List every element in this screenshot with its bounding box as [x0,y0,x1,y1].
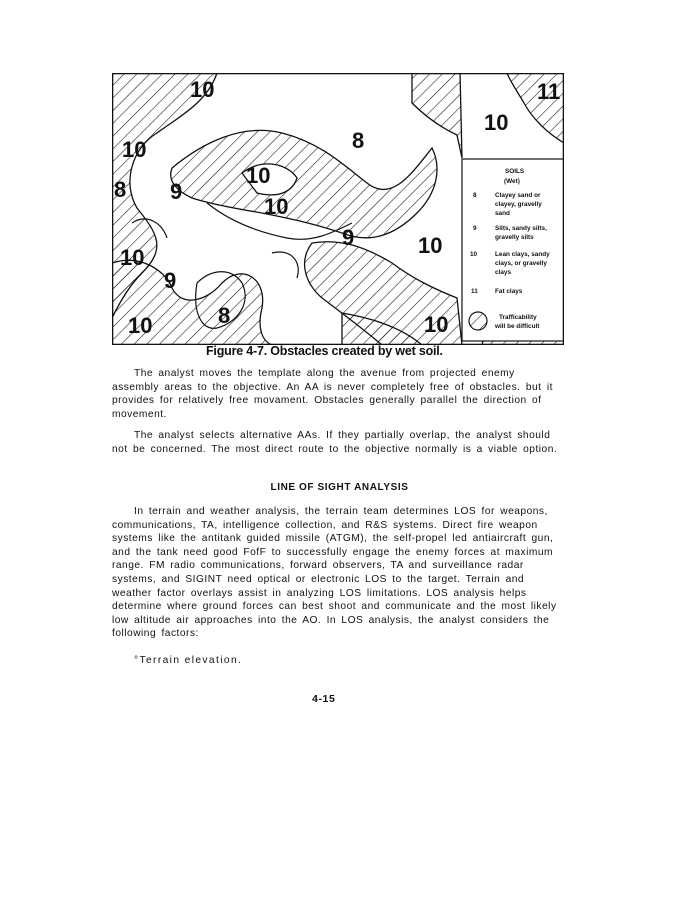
map-label: 10 [246,163,271,188]
map-label: 10 [424,312,449,337]
soil-obstacle-map [112,73,564,345]
svg-text:sand: sand [495,210,510,217]
paragraph-los-analysis: In terrain and weather analysis, the terrain team determines LOS for weapons, communications, TA, intelligence collection, and R&S systems. Direct fire weapon systems like the antitank guided missile (ATGM), the self-propel led antiaircraft gun, and the tank need good FofF to successfully engage the enemy forces at maximum range. FM radio communications, forward observers, TA and surveillance radar systems, and SIGINT need optical or electronic LOS to the target. Terrain and weather factor overlays assist in analyzing LOS limitations. LOS analysis helps determine where ground forces can best shoot and communicate and the most likely low altitude air approaches into the AO. In LOS analysis, the analyst considers the following factors: [112,506,557,640]
map-label: 8 [352,128,365,153]
svg-text:gravelly silts: gravelly silts [495,234,534,241]
legend-code: 8 [473,192,477,199]
svg-text:Fat clays: Fat clays [495,288,523,295]
section-heading: LINE OF SIGHT ANALYSIS [270,482,409,493]
map-label: 10 [190,77,215,102]
soils-legend [462,159,564,341]
figure-caption: Figure 4-7. Obstacles created by wet soil. [206,344,443,358]
bullet-terrain-elevation: °Terrain elevation. [134,655,243,666]
hatch-legend-line1: Trafficability [499,314,537,321]
map-label: 9 [170,179,183,204]
legend-code: 9 [473,225,477,232]
svg-text:clayey, gravelly: clayey, gravelly [495,201,542,208]
hatch-swatch-icon [469,312,487,330]
map-label: 10 [122,137,147,162]
map-label: 8 [218,303,231,328]
map-label: 11 [537,79,561,104]
map-label: 10 [418,233,443,258]
legend-code: 10 [470,251,478,258]
legend-subtitle: (Wet) [504,178,520,185]
svg-text:Silts, sandy silts,: Silts, sandy silts, [495,225,547,232]
map-label: 10 [484,110,509,135]
map-label: 9 [164,268,177,293]
map-label: 10 [120,245,145,270]
paragraph-template-movement: The analyst moves the template along the avenue from projected enemy assembly areas to the objective. An AA is never completely free of obstacles. but it provides for relatively free movament. Obstacles generally parallel the direction of movement. [112,368,553,420]
svg-text:Lean clays, sandy: Lean clays, sandy [495,251,550,258]
map-label: 10 [128,313,153,338]
svg-text:clays, or gravelly: clays, or gravelly [495,260,547,267]
hatch-legend-line2: will be difficult [495,323,540,330]
map-label: 10 [264,194,289,219]
legend-title: SOILS [505,168,525,175]
map-label: 9 [342,225,355,250]
page-number: 4-15 [312,693,336,705]
svg-text:Clayey sand or: Clayey sand or [495,192,541,199]
map-label: 8 [114,177,127,202]
paragraph-alternative-aas: The analyst selects alternative AAs. If they partially overlap, the analyst should not be concerned. The most direct route to the objective normally is a viable option. [112,430,558,455]
svg-text:clays: clays [495,269,511,276]
legend-code: 11 [471,288,478,295]
